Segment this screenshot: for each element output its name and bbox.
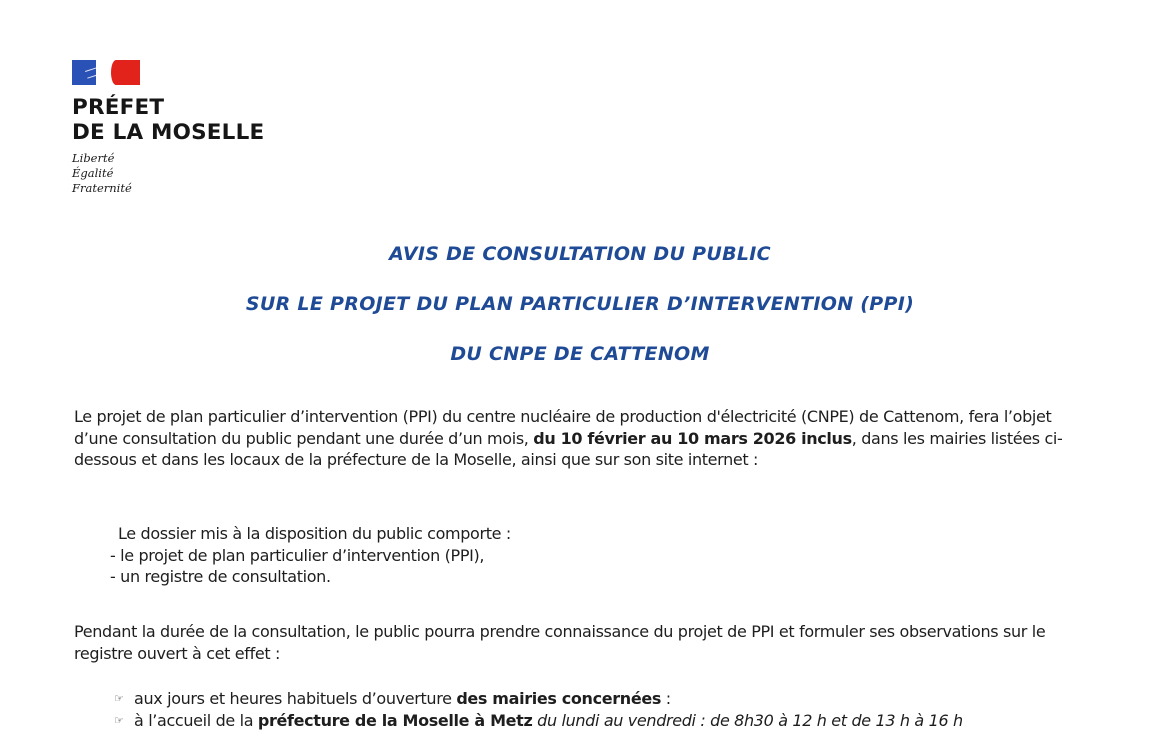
prefecture-hours: du lundi au vendredi : de 8h30 à 12 h et de 13 h à 16 h	[537, 711, 963, 730]
title-line-1: AVIS DE CONSULTATION DU PUBLIC	[389, 243, 771, 265]
consultation-locations	[114, 688, 963, 732]
prefet-line-1: PRÉFET	[72, 95, 165, 120]
location-item-mairies: ☞ aux jours et heures habituels d’ouverture des mairies concernées :	[114, 689, 671, 708]
intro-text-before: Le projet de plan particulier d’intervention (PPI) du centre nucléaire de production d'électricité (CNPE) de Cattenom, fera l’objet d’une consultation du public pendant une durée d’un mois,	[74, 407, 1052, 448]
intro-text-after: , dans les mairies listées ci-dessous et dans les locaux de la préfecture de la Moselle, ainsi que sur son site internet :	[74, 428, 1063, 469]
prefet-title	[72, 95, 264, 145]
consultation-dates: du 10 février au 10 mars 2026 inclus	[533, 428, 852, 448]
motto-fraternite: Fraternité	[72, 181, 132, 195]
flag-red-band	[116, 60, 140, 85]
dossier-item: - un registre de consultation.	[110, 567, 331, 586]
dossier-item: - le projet de plan particulier d’intervention (PPI),	[110, 545, 485, 565]
prefecture-logo	[72, 60, 264, 196]
intro-paragraph	[74, 406, 1094, 471]
title-line-3: DU CNPE DE CATTENOM	[450, 343, 710, 365]
motto-egalite: Égalité	[72, 166, 114, 180]
mairies-label: des mairies concernées	[456, 689, 661, 708]
pointing-hand-icon: ☞	[114, 714, 124, 727]
marianne-flag-icon	[72, 60, 140, 85]
dossier-intro: Le dossier mis à la disposition du public comporte :	[118, 524, 511, 543]
dossier-contents	[110, 523, 511, 588]
title-line-2: SUR LE PROJET DU PLAN PARTICULIER D’INTERVENTION (PPI)	[245, 293, 915, 315]
motto-liberte: Liberté	[72, 151, 115, 165]
location-item-prefecture: ☞ à l’accueil de la préfecture de la Moselle à Metz du lundi au vendredi : de 8h30 à 12 h et de 13 h à 16 h	[114, 711, 963, 730]
pointing-hand-icon: ☞	[114, 692, 124, 705]
prefet-line-2: DE LA MOSELLE	[72, 120, 265, 145]
consultation-paragraph: Pendant la durée de la consultation, le public pourra prendre connaissance du projet de PPI et formuler ses observations sur le registre ouvert à cet effet :	[74, 622, 1046, 663]
republic-motto	[72, 151, 264, 196]
prefecture-label: préfecture de la Moselle à Metz	[257, 711, 533, 730]
